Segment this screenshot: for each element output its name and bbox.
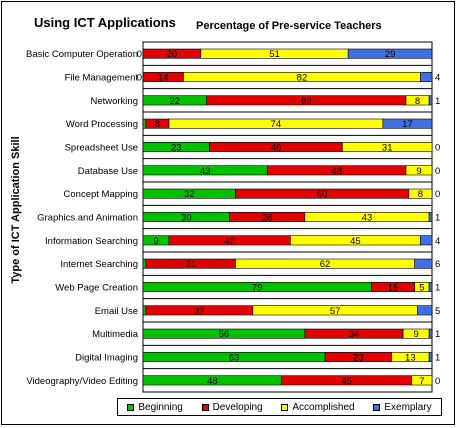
data-label: 1 <box>435 329 441 341</box>
legend-swatch <box>202 404 209 411</box>
data-label: 1 <box>435 212 441 224</box>
data-label: 20 <box>166 49 178 61</box>
data-label: 4 <box>435 72 441 84</box>
bar-segment <box>429 212 432 221</box>
data-label: 1 <box>435 352 441 364</box>
category-label: Videography/Video Editing <box>26 375 138 387</box>
data-label: 37 <box>194 305 205 317</box>
bar-segment <box>420 236 432 245</box>
data-label: 0 <box>435 142 441 154</box>
data-label: 9 <box>413 329 419 341</box>
data-label: 13 <box>405 352 416 364</box>
category-label: Database Use <box>77 165 138 177</box>
data-label: 34 <box>348 329 360 341</box>
data-label: 17 <box>402 119 413 131</box>
category-label: Spreadsheet Use <box>64 142 138 154</box>
legend-item <box>373 402 431 413</box>
chart-subtitle: Percentage of Pre-service Teachers <box>196 20 382 32</box>
data-label: 23 <box>170 142 182 154</box>
legend-swatch <box>127 404 134 411</box>
data-label: 82 <box>296 72 308 84</box>
data-label: 46 <box>270 142 282 154</box>
data-label: 45 <box>341 375 353 387</box>
data-label: 60 <box>316 189 328 201</box>
legend-label: Exemplary <box>384 401 432 413</box>
bar-segment <box>429 329 432 338</box>
bar-segment <box>429 352 432 361</box>
legend-swatch <box>373 404 380 411</box>
legend-swatch <box>281 404 288 411</box>
data-label: 22 <box>169 95 181 107</box>
category-label: Internet Searching <box>60 259 138 271</box>
data-label: 29 <box>384 49 396 61</box>
data-label: 8 <box>417 189 424 201</box>
legend-item <box>202 402 263 413</box>
bar-segment <box>143 119 146 128</box>
data-label: 42 <box>224 235 235 247</box>
bar-segment <box>418 306 432 315</box>
data-label: 8 <box>414 95 421 107</box>
category-label: Word Processing <box>65 119 138 131</box>
data-label: 56 <box>218 329 230 341</box>
legend-label: Developing <box>212 401 263 413</box>
data-label: 63 <box>228 352 240 364</box>
data-label: 9 <box>416 165 422 177</box>
data-label: 51 <box>269 49 280 61</box>
data-label: 0 <box>435 189 441 201</box>
category-label: Web Page Creation <box>55 282 138 294</box>
data-label: 74 <box>270 119 282 131</box>
data-label: 79 <box>251 282 263 294</box>
category-label: Graphics and Animation <box>37 212 138 224</box>
data-label: 48 <box>331 165 342 177</box>
legend-label: Accomplished <box>292 401 355 413</box>
data-label: 7 <box>419 375 425 387</box>
data-label: 23 <box>353 352 364 364</box>
legend-item <box>127 402 182 413</box>
data-label: 14 <box>157 72 169 84</box>
bar-segment <box>429 96 432 105</box>
data-label: 32 <box>183 189 195 201</box>
data-label: 62 <box>319 259 331 271</box>
category-label: File Management <box>64 72 138 84</box>
bar-segment <box>415 259 432 268</box>
data-label: 0 <box>136 49 142 61</box>
data-label: 5 <box>435 305 441 317</box>
data-label: 8 <box>154 119 161 131</box>
bar-segment <box>143 259 146 268</box>
legend-label: Beginning <box>138 401 183 413</box>
bar-segment <box>420 72 432 81</box>
data-label: 6 <box>435 259 441 271</box>
data-label: 1 <box>435 95 441 107</box>
data-label: 31 <box>185 259 196 271</box>
category-label: Information Searching <box>45 235 138 247</box>
category-label: Basic Computer Operation <box>26 49 138 61</box>
category-label: Concept Mapping <box>63 189 138 201</box>
data-label: 4 <box>435 235 441 247</box>
data-label: 0 <box>435 375 441 387</box>
data-label: 9 <box>153 235 159 247</box>
category-label: Email Use <box>94 305 138 317</box>
data-label: 48 <box>207 375 218 387</box>
data-label: 30 <box>181 212 192 224</box>
data-label: 31 <box>381 142 393 154</box>
data-label: 26 <box>261 212 273 224</box>
data-label: 1 <box>435 282 441 294</box>
y-axis-label-text: Type of ICT Application Skill <box>10 136 22 284</box>
data-label: 0 <box>435 165 441 177</box>
bar-segment <box>143 306 146 315</box>
category-label: Multimedia <box>92 329 138 341</box>
data-label: 57 <box>329 305 341 317</box>
chart-title: Using ICT Applications <box>34 15 176 30</box>
data-label: 0 <box>136 72 142 84</box>
data-label: 45 <box>350 235 361 247</box>
chart-legend <box>117 398 442 416</box>
data-label: 43 <box>361 212 373 224</box>
category-label: Networking <box>90 95 138 107</box>
category-label: Digital Imaging <box>75 352 138 364</box>
bar-segment <box>429 282 432 291</box>
data-label: 43 <box>199 165 211 177</box>
legend-item <box>281 402 354 413</box>
data-label: 15 <box>387 282 399 294</box>
data-label: 5 <box>419 282 425 294</box>
data-label: 69 <box>300 95 312 107</box>
